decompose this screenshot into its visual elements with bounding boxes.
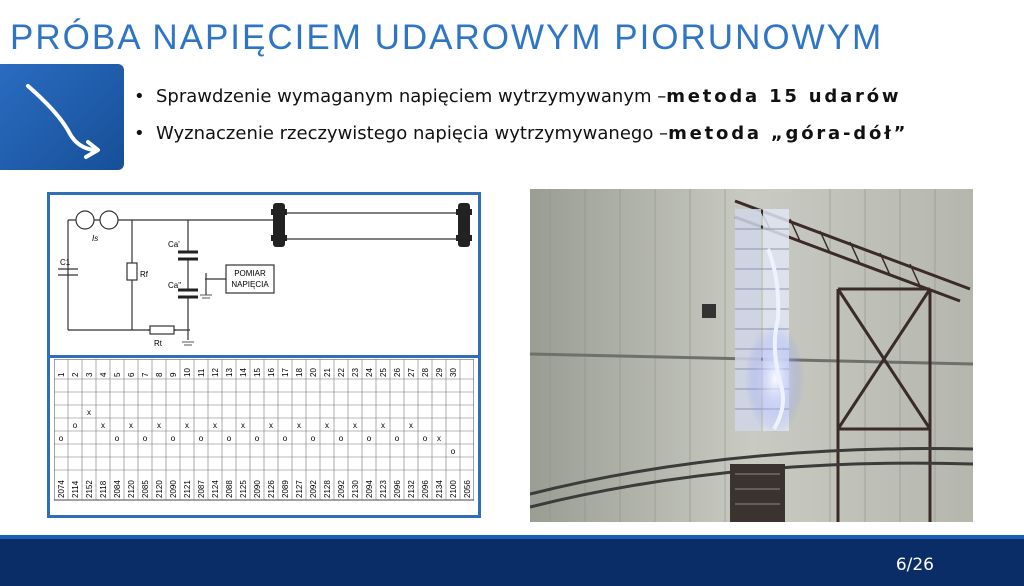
table-cell-mark: x <box>297 421 301 430</box>
table-cell-mark: x <box>325 421 329 430</box>
table-value: 2090 <box>169 480 178 498</box>
table-column-header: 13 <box>225 368 234 377</box>
table-cell-mark: x <box>185 421 189 430</box>
slide-title: PRÓBA NAPIĘCIEM UDAROWYM PIORUNOWYM <box>10 18 884 57</box>
table-column-header: 10 <box>183 368 192 377</box>
table-cell-mark: o <box>450 447 456 456</box>
table-value: 2118 <box>99 480 108 498</box>
table-column-header: 4 <box>99 372 108 377</box>
table-value: 2092 <box>337 480 346 498</box>
measure-label-1: POMIAR <box>234 269 266 278</box>
curved-arrow-icon <box>0 64 124 170</box>
table-cell-mark: x <box>381 421 385 430</box>
insulator-flashover-image <box>530 189 973 522</box>
table-value: 2088 <box>225 480 234 498</box>
rf-label: Rf <box>140 270 148 279</box>
footer-bar <box>0 535 1024 586</box>
table-column-header: 14 <box>239 368 248 377</box>
table-column-header: 21 <box>323 368 332 377</box>
table-cell-mark: x <box>87 408 91 417</box>
table-value: 2132 <box>407 480 416 498</box>
table-column-header: 5 <box>113 372 122 377</box>
c1-label: C1 <box>60 258 71 267</box>
table-column-header: 20 <box>309 368 318 377</box>
table-cell-mark: o <box>282 434 288 443</box>
table-column-header: 18 <box>295 368 304 377</box>
table-value: 2089 <box>281 480 290 498</box>
table-value: 2120 <box>155 480 164 498</box>
table-cell-mark: x <box>353 421 357 430</box>
table-value: 2084 <box>113 480 122 498</box>
table-column-header: 7 <box>141 372 150 377</box>
table-cell-mark: o <box>338 434 344 443</box>
table-column-header: 22 <box>337 368 346 377</box>
table-cell-mark: o <box>58 434 64 443</box>
page-number: 6/26 <box>895 555 934 575</box>
is-label: Is <box>92 234 99 243</box>
ca2-label: Ca" <box>168 281 182 290</box>
table-column-header: 29 <box>435 368 444 377</box>
table-column-header: 6 <box>127 372 136 377</box>
table-column-header: 15 <box>253 368 262 377</box>
table-column-header: 23 <box>351 368 360 377</box>
table-column-header: 9 <box>169 372 178 377</box>
table-cell-mark: o <box>72 421 78 430</box>
table-value: 2152 <box>85 480 94 498</box>
table-cell-mark: o <box>170 434 176 443</box>
bullet-item-2: • Wyznaczenie rzeczywistego napięcia wytrzymywanego – metoda „góra-dół” <box>134 123 909 144</box>
table-cell-mark: x <box>157 421 161 430</box>
table-column-header: 1 <box>57 372 66 377</box>
table-value: 2124 <box>211 480 220 498</box>
table-cell-mark: x <box>129 421 133 430</box>
table-column-header: 8 <box>155 372 164 377</box>
circuit-diagram <box>50 195 478 358</box>
table-cell-mark: o <box>226 434 232 443</box>
table-column-header: 3 <box>85 372 94 377</box>
table-value: 2125 <box>239 480 248 498</box>
bullet-text: Sprawdzenie wymaganym napięciem wytrzymywanym – <box>156 86 667 107</box>
table-column-header: 2 <box>71 372 80 377</box>
ca1-label: Ca' <box>168 240 180 249</box>
bullet-bold: metoda „góra-dół” <box>668 123 909 144</box>
table-value: 2087 <box>197 480 206 498</box>
measure-label-2: NAPIĘCIA <box>231 280 269 289</box>
table-value: 2134 <box>435 480 444 498</box>
table-column-header: 17 <box>281 368 290 377</box>
rt-label: Rt <box>154 339 162 348</box>
table-column-header: 28 <box>421 368 430 377</box>
table-column-header: 30 <box>449 368 458 377</box>
table-value: 2100 <box>449 480 458 498</box>
table-column-header: 24 <box>365 368 374 377</box>
table-value: 2123 <box>379 480 388 498</box>
table-cell-mark: o <box>310 434 316 443</box>
table-value: 2127 <box>295 480 304 498</box>
up-down-table <box>54 359 474 515</box>
table-cell-mark: o <box>366 434 372 443</box>
table-cell-mark: o <box>198 434 204 443</box>
table-value: 2092 <box>309 480 318 498</box>
table-cell-mark: x <box>437 434 441 443</box>
table-cell-mark: o <box>422 434 428 443</box>
table-cell-mark: x <box>101 421 105 430</box>
table-cell-mark: x <box>409 421 413 430</box>
table-value: 2121 <box>183 480 192 498</box>
bullet-bold: metoda 15 udarów <box>666 86 902 107</box>
table-cell-mark: o <box>254 434 260 443</box>
table-cell-mark: o <box>394 434 400 443</box>
table-value: 2096 <box>393 480 402 498</box>
arrow-icon-box <box>0 64 124 170</box>
table-column-header: 11 <box>197 368 206 377</box>
table-column-header: 12 <box>211 368 220 377</box>
table-value: 2074 <box>57 480 66 498</box>
table-cell-mark: o <box>114 434 120 443</box>
test-photo <box>530 189 973 522</box>
table-cell-mark: o <box>142 434 148 443</box>
table-value: 2114 <box>71 480 80 498</box>
bullet-list <box>134 78 908 152</box>
bullet-text: Wyznaczenie rzeczywistego napięcia wytrzymywanego – <box>156 123 669 144</box>
table-cell-mark: x <box>241 421 245 430</box>
table-value: 2126 <box>267 480 276 498</box>
table-value: 2130 <box>351 480 360 498</box>
circuit-schematic <box>50 195 478 355</box>
table-value: 2094 <box>365 480 374 498</box>
bullet-item-1: • Sprawdzenie wymaganym napięciem wytrzymywanym – metoda 15 udarów <box>134 86 902 107</box>
table-column-header: 25 <box>379 368 388 377</box>
table-cell-mark: x <box>213 421 217 430</box>
table-value: 2096 <box>421 480 430 498</box>
table-column-header: 16 <box>267 368 276 377</box>
table-column-header: 26 <box>393 368 402 377</box>
diagram-panel <box>47 192 481 518</box>
table-value: 2085 <box>141 480 150 498</box>
table-column-header: 27 <box>407 368 416 377</box>
table-cell-mark: x <box>269 421 273 430</box>
table-value: 2056 <box>463 480 472 498</box>
table-value: 2120 <box>127 480 136 498</box>
table-value: 2128 <box>323 480 332 498</box>
table-value: 2090 <box>253 480 262 498</box>
